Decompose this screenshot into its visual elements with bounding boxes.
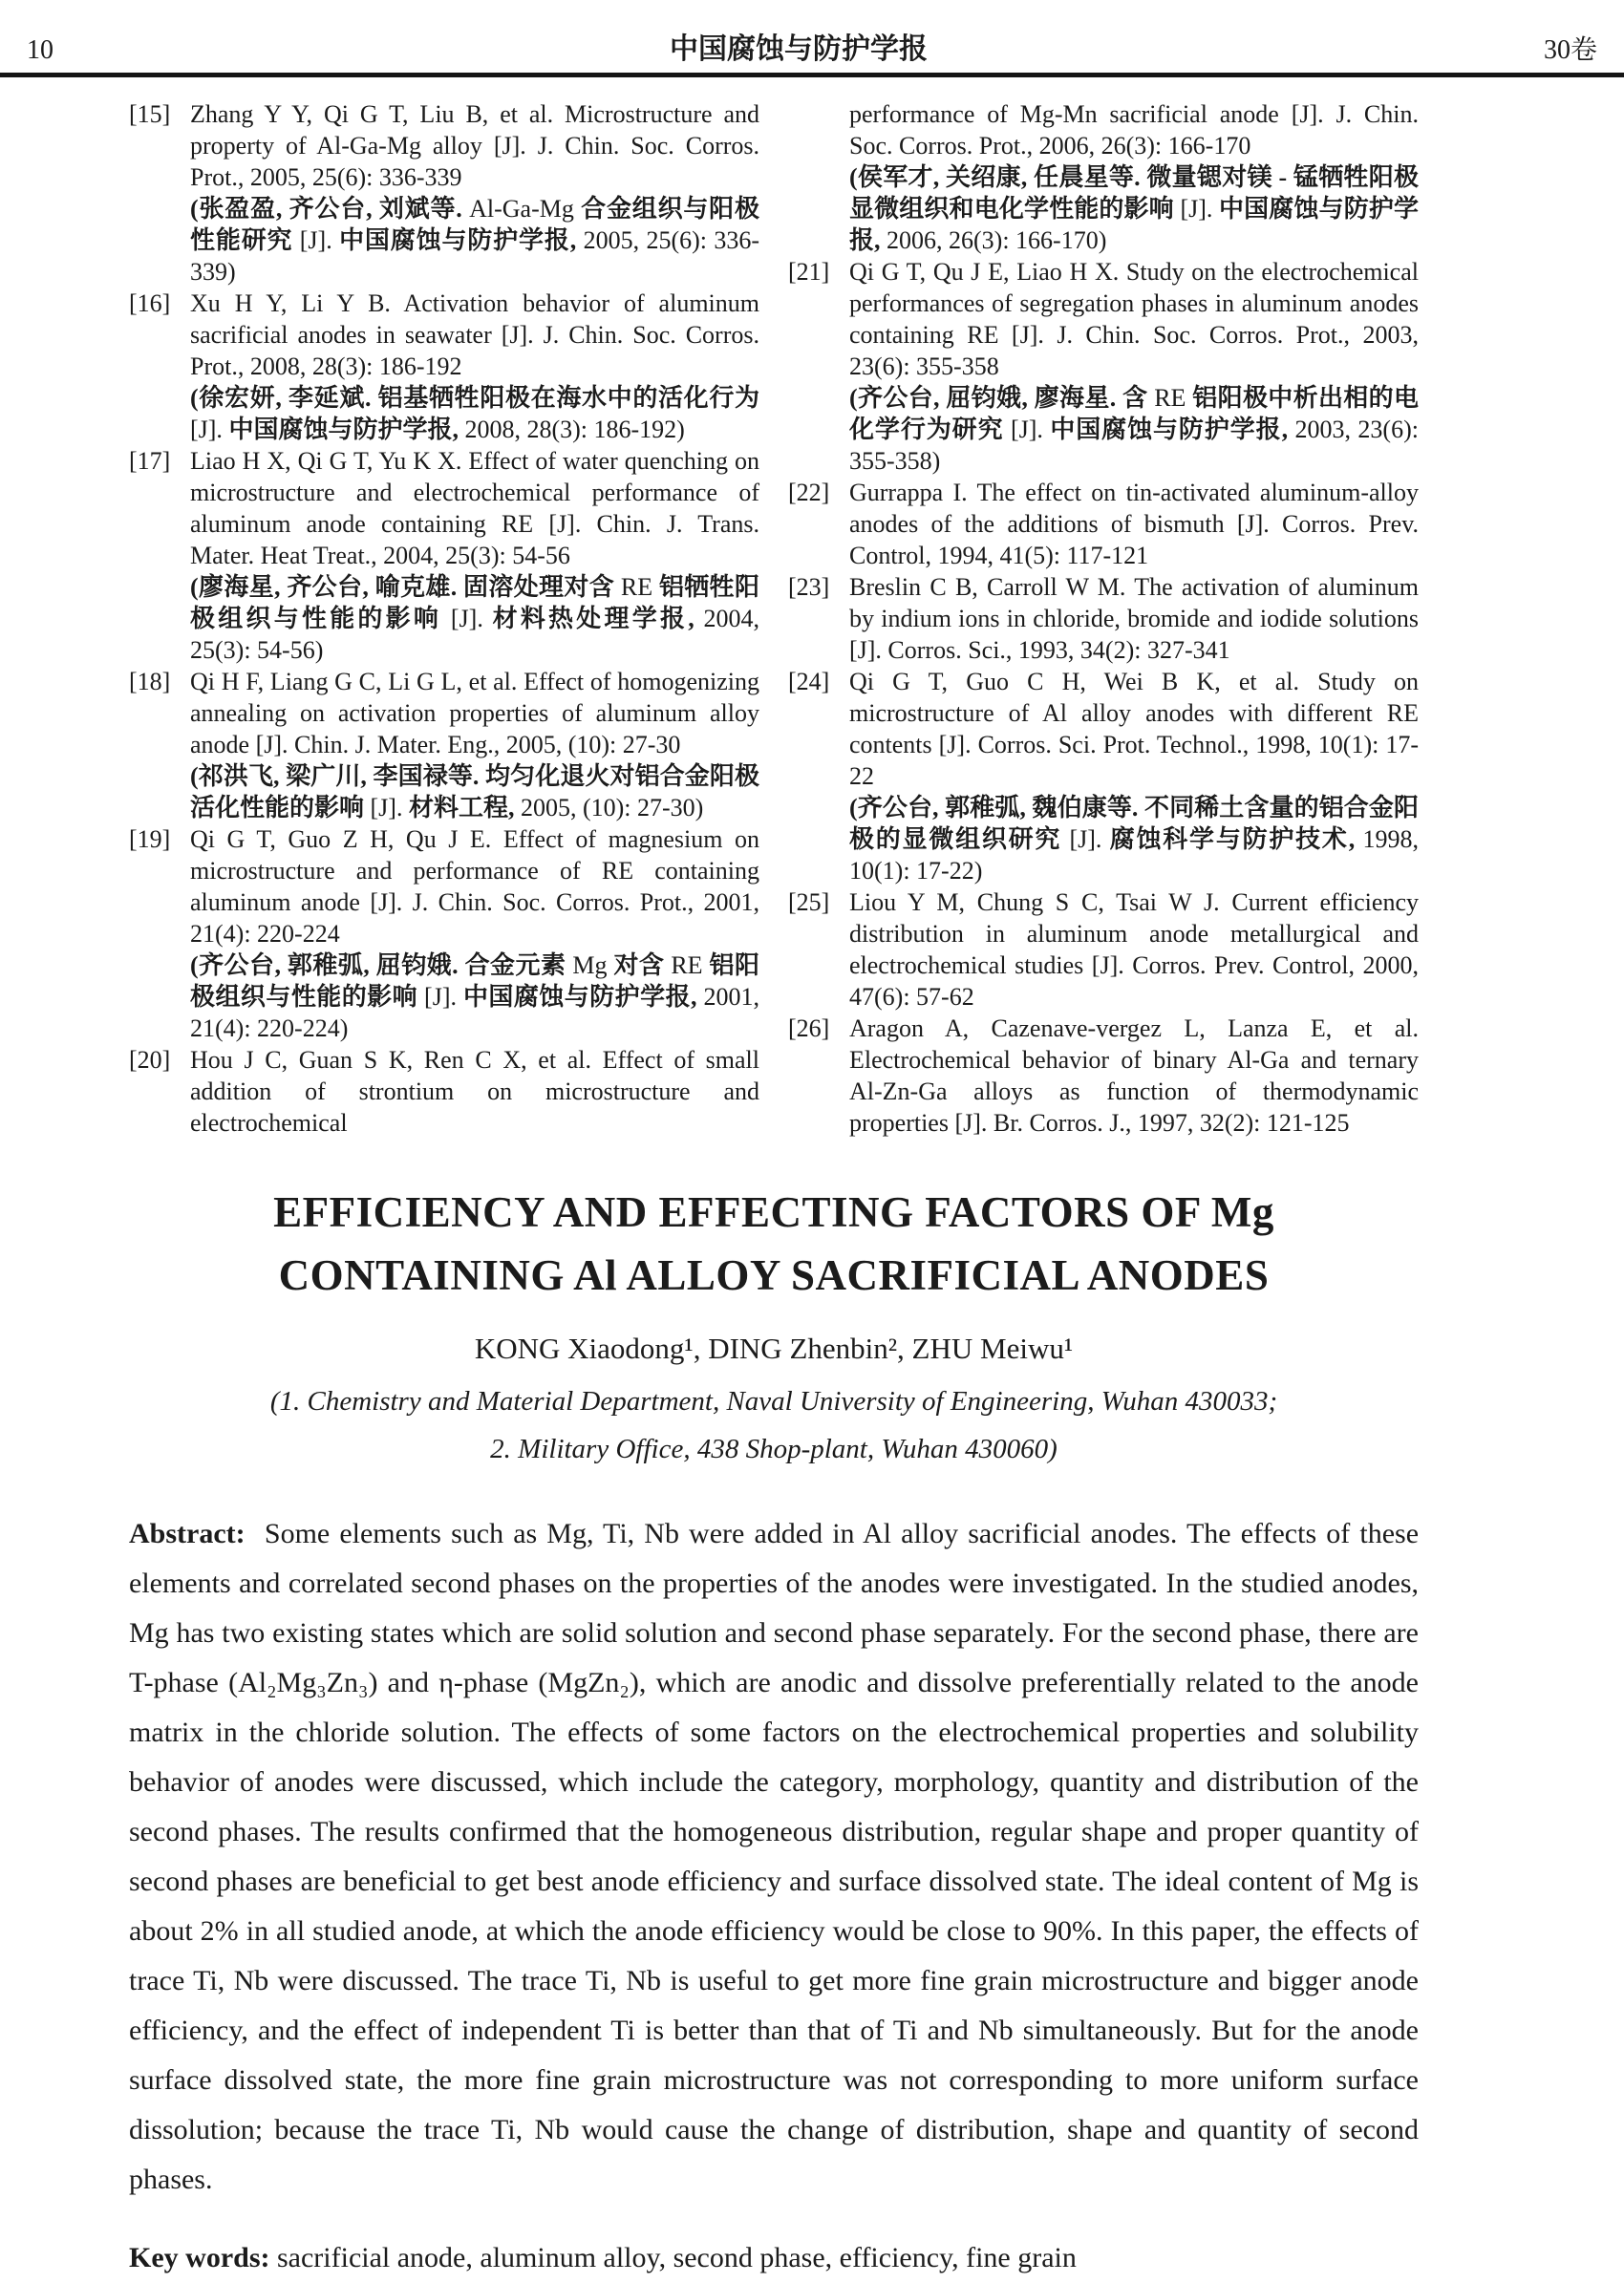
reference-english-text: Xu H Y, Li Y B. Activation behavior of aluminum sacrificial anodes in seawater [J]. J. Chin. Soc. Corros. Prot., 2008, 28(3): 186-192 <box>190 289 759 380</box>
reference-item <box>129 98 759 288</box>
reference-chinese-text: (齐公台, 郭稚弧, 魏伯康等. 不同稀土含量的铝合金阳极的显微组织研究 [J]. 腐蚀科学与防护技术, 1998, 10(1): 17-22) <box>849 794 1419 885</box>
reference-english-text: Liou Y M, Chung S C, Tsai W J. Current efficiency distribution in aluminum anode metallurgical and electrochemical studies [J]. Corros. Prev. Control, 2000, 47(6): 57-62 <box>849 888 1419 1011</box>
reference-number: [25] <box>788 888 830 916</box>
reference-number: [26] <box>788 1014 830 1042</box>
reference-english-text: Qi G T, Qu J E, Liao H X. Study on the electrochemical performances of segregation phases in aluminum anodes containing RE [J]. J. Chin. Soc. Corros. Prot., 2003, 23(6): 355-358 <box>849 258 1419 380</box>
reference-english-text: Qi H F, Liang G C, Li G L, et al. Effect of homogenizing annealing on activation properties of aluminum alloy anode [J]. Chin. J. Mater. Eng., 2005, (10): 27-30 <box>190 668 759 758</box>
keywords-text: sacrificial anode, aluminum alloy, second phase, efficiency, fine grain <box>276 2242 1077 2273</box>
affiliations <box>129 1377 1419 1473</box>
reference-number: [15] <box>129 100 171 128</box>
reference-number: [23] <box>788 573 830 601</box>
reference-number: [24] <box>788 668 830 695</box>
reference-english-text: Qi G T, Guo Z H, Qu J E. Effect of magnesium on microstructure and performance of RE containing aluminum anode [J]. J. Chin. Soc. Corros. Prot., 2001, 21(4): 220-224 <box>190 825 759 948</box>
page-content <box>129 98 1419 2283</box>
abstract-text: Some elements such as Mg, Ti, Nb were added in Al alloy sacrificial anodes. The effects of these elements and correlated second phases on the properties of the anodes were investigated. In the studied anodes, Mg has two existing states which are solid solution and second phase separately. For the second phase, there are T-phase (Al₂Mg₃Zn₃) and η-phase (MgZn₂), which are anodic and dissolve preferentially related to the anode matrix in the chloride solution. The effects of some factors on the electrochemical properties and solubility behavior of anodes were discussed, which include the category, morphology, quantity and distribution of the second phases. The results confirmed that the homogeneous distribution, regular shape and proper quantity of second phases are beneficial to get best anode efficiency and surface dissolved state. The ideal content of Mg is about 2% in all studied anode, at which the anode efficiency would be close to 90%. In this paper, the effects of trace Ti, Nb were discussed. The trace Ti, Nb is useful to get more fine grain microstructure and bigger anode efficiency, and the effect of independent Ti is better than that of Ti and Nb simultaneously. But for the anode surface dissolved state, the more fine grain microstructure was not corresponding to more uniform surface dissolution; because the trace Ti, Nb would cause the change of distribution, shape and quantity of second phases. <box>129 1518 1420 2195</box>
reference-chinese-text: (齐公台, 屈钧娥, 廖海星. 含 RE 铝阳极中析出相的电化学行为研究 [J]. 中国腐蚀与防护学报, 2003, 23(6): 355-358) <box>849 384 1419 475</box>
references-column-left <box>129 98 759 1139</box>
reference-item <box>129 666 759 823</box>
reference-item <box>788 98 1419 256</box>
header-rule <box>0 73 1624 77</box>
reference-english-text: Breslin C B, Carroll W M. The activation of aluminum by indium ions in chloride, bromide and iodide solutions [J]. Corros. Sci., 1993, 34(2): 327-341 <box>849 573 1419 664</box>
reference-english-text: Liao H X, Qi G T, Yu K X. Effect of water quenching on microstructure and electrochemical performance of aluminum anode containing RE [J]. Chin. J. Trans. Mater. Heat Treat., 2004, 25(3): 54-56 <box>190 447 759 569</box>
reference-item <box>788 477 1419 571</box>
reference-item <box>788 886 1419 1013</box>
reference-item <box>129 1044 759 1139</box>
keywords-paragraph <box>129 2233 1419 2283</box>
reference-english-text: Qi G T, Guo C H, Wei B K, et al. Study on microstructure of Al alloy anodes with different RE contents [J]. Corros. Sci. Prot. Technol., 1998, 10(1): 17-22 <box>849 668 1419 790</box>
author-list: KONG Xiaodong¹, DING Zhenbin², ZHU Meiwu¹ <box>474 1332 1074 1365</box>
reference-item <box>788 666 1419 886</box>
running-head <box>0 0 1624 73</box>
affiliation-line2: 2. Military Office, 438 Shop-plant, Wuhan 430060) <box>490 1434 1058 1464</box>
affiliation-line1: (1. Chemistry and Material Department, Naval University of Engineering, Wuhan 430033; <box>269 1386 1278 1417</box>
abstract-paragraph <box>129 1509 1419 2205</box>
reference-number: [21] <box>788 258 830 286</box>
journal-title: 中国腐蚀与防护学报 <box>669 33 928 65</box>
reference-number: [19] <box>129 825 171 853</box>
reference-number: [16] <box>129 289 171 317</box>
references-section <box>129 98 1419 1139</box>
reference-item <box>788 1013 1419 1139</box>
article-title-line2: CONTAINING Al ALLOY SACRIFICIAL ANODES <box>278 1251 1270 1299</box>
reference-number: [18] <box>129 668 171 695</box>
reference-number: [17] <box>129 447 171 475</box>
article-title <box>129 1181 1419 1307</box>
reference-item <box>788 256 1419 477</box>
abstract-label: Abstract: <box>129 1518 246 1549</box>
reference-english-text: Hou J C, Guan S K, Ren C X, et al. Effect of small addition of strontium on microstructure and electrochemical <box>190 1046 759 1137</box>
reference-chinese-text: (廖海星, 齐公台, 喻克雄. 固溶处理对含 RE 铝牺牲阳极组织与性能的影响 [J]. 材料热处理学报, 2004, 25(3): 54-56) <box>190 573 759 664</box>
keywords-label: Key words: <box>129 2242 270 2273</box>
reference-chinese-text: (徐宏妍, 李延斌. 铝基牺牲阳极在海水中的活化行为 [J]. 中国腐蚀与防护学报, 2008, 28(3): 186-192) <box>190 384 759 443</box>
reference-item <box>129 823 759 1044</box>
reference-chinese-text: (祁洪飞, 梁广川, 李国禄等. 均匀化退火对铝合金阳极活化性能的影响 [J]. 材料工程, 2005, (10): 27-30) <box>190 762 759 821</box>
reference-chinese-text: (侯军才, 关绍康, 任晨星等. 微量锶对镁 - 锰牺牲阳极显微组织和电化学性能的影响 [J]. 中国腐蚀与防护学报, 2006, 26(3): 166-170) <box>849 163 1419 254</box>
reference-item <box>129 445 759 666</box>
reference-english-text: Zhang Y Y, Qi G T, Liu B, et al. Microstructure and property of Al-Ga-Mg alloy [J]. J. Chin. Soc. Corros. Prot., 2005, 25(6): 336-339 <box>190 100 759 191</box>
reference-chinese-text: (齐公台, 郭稚弧, 屈钧娥. 合金元素 Mg 对含 RE 铝阳极组织与性能的影响 [J]. 中国腐蚀与防护学报, 2001, 21(4): 220-224) <box>190 951 759 1042</box>
article-title-line1: EFFICIENCY AND EFFECTING FACTORS OF Mg <box>273 1188 1274 1236</box>
reference-english-text: performance of Mg-Mn sacrificial anode [J]. J. Chin. Soc. Corros. Prot., 2006, 26(3): 166-170 <box>849 100 1419 160</box>
reference-chinese-text: (张盈盈, 齐公台, 刘斌等. Al-Ga-Mg 合金组织与阳极性能研究 [J]. 中国腐蚀与防护学报, 2005, 25(6): 336-339) <box>190 195 759 286</box>
reference-english-text: Aragon A, Cazenave-vergez L, Lanza E, et al. Electrochemical behavior of binary Al-Ga and ternary Al-Zn-Ga alloys as function of thermodynamic properties [J]. Br. Corros. J., 1997, 32(2): 121-125 <box>849 1014 1419 1137</box>
page-number: 10 <box>27 35 53 65</box>
volume-number: 30卷 <box>1543 35 1597 65</box>
references-column-right <box>788 98 1419 1139</box>
reference-number: [22] <box>788 479 830 506</box>
reference-number: [20] <box>129 1046 171 1074</box>
reference-item <box>788 571 1419 666</box>
reference-english-text: Gurrappa I. The effect on tin-activated aluminum-alloy anodes of the additions of bismuth [J]. Corros. Prev. Control, 1994, 41(5): 117-121 <box>849 479 1419 569</box>
reference-item <box>129 288 759 445</box>
